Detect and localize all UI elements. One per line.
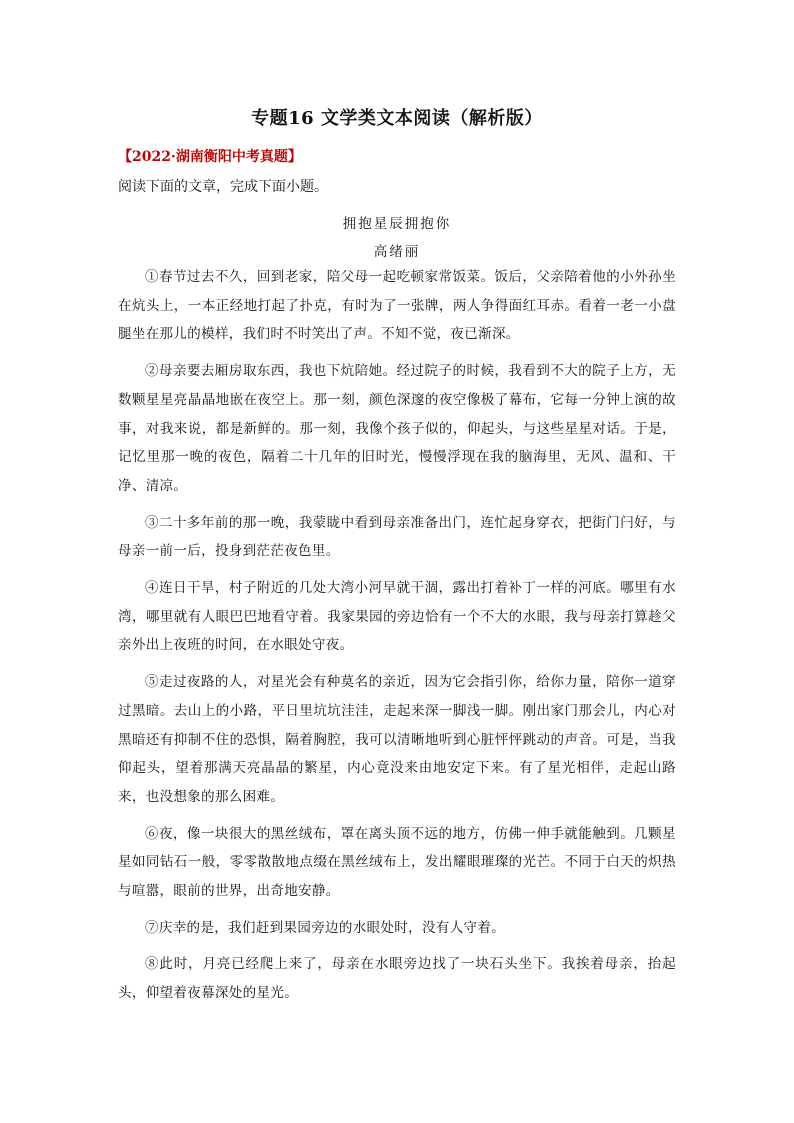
essay-title: 拥抱星辰拥抱你 <box>342 216 452 232</box>
paragraph: ⑥夜，像一块很大的黑丝绒布，罩在离头顶不远的地方，仿佛一伸手就能触到。几颗星星如同钻石一般，零零散散地点缀在黑丝绒布上，发出耀眼璀璨的光芒。不同于白天的炽热与喧嚣，眼前的世界，出奇地安静。 <box>118 825 676 900</box>
paragraph: ③二十多年前的那一晚，我蒙眬中看到母亲准备出门，连忙起身穿衣，把街门闩好，与母亲一前一后，投身到茫茫夜色里。 <box>118 514 676 560</box>
document-title: 专题16 文学类文本阅读（解析版） <box>251 108 543 129</box>
reading-instruction: 阅读下面的文章，完成下面小题。 <box>118 179 328 195</box>
paragraph: ⑦庆幸的是，我们赶到果园旁边的水眼处时，没有人守着。 <box>145 919 506 936</box>
paragraph: ②母亲要去厢房取东西，我也下炕陪她。经过院子的时候，我看到不大的院子上方，无数颗星星亮晶晶地嵌在夜空上。那一刻，颜色深邃的夜空像极了幕布，它每一分钟上演的故事，对我来说，都是新鲜的。那一刻，我像个孩子似的，仰起头，与这些星星对话。于是，记忆里那一晚的夜色，隔着二十几年的旧时光，慢慢浮现在我的脑海里，无风、温和、干净、清凉。 <box>118 363 676 494</box>
essay-body <box>118 263 676 1016</box>
paragraph: ⑧此时，月亮已经爬上来了，母亲在水眼旁边找了一块石头坐下。我挨着母亲，抬起头，仰望着夜幕深处的星光。 <box>118 956 676 1002</box>
exam-source-tag: 【2022·湖南衡阳中考真题】 <box>118 149 302 165</box>
paragraph: ⑤走过夜路的人，对星光会有种莫名的亲近，因为它会指引你，给你力量，陪你一道穿过黑暗。去山上的小路，平日里坑坑洼洼，走起来深一脚浅一脚。刚出家门那会儿，内心对黑暗还有抑制不住的恐惧，隔着胸腔，我可以清晰地听到心脏怦怦跳动的声音。可是，当我仰起头，望着那满天亮晶晶的繁星，内心竟没来由地安定下来。有了星光相伴，走起山路来，也没想象的那么困难。 <box>118 674 676 805</box>
paragraph: ①春节过去不久，回到老家，陪父母一起吃顿家常饭菜。饭后，父亲陪着他的小外孙坐在炕头上，一本正经地打起了扑克，有时为了一张牌，两人争得面红耳赤。看着一老一小盘腿坐在那儿的模样，我们时不时笑出了声。不知不觉，夜已渐深。 <box>118 269 676 343</box>
essay-author: 高绪丽 <box>373 244 421 260</box>
paragraph: ④连日干旱，村子附近的几处大湾小河早就干涸，露出打着补丁一样的河底。哪里有水湾，哪里就有人眼巴巴地看守着。我家果园的旁边恰有一个不大的水眼，我与母亲打算趁父亲外出上夜班的时间，在水眼处守夜。 <box>118 580 676 654</box>
